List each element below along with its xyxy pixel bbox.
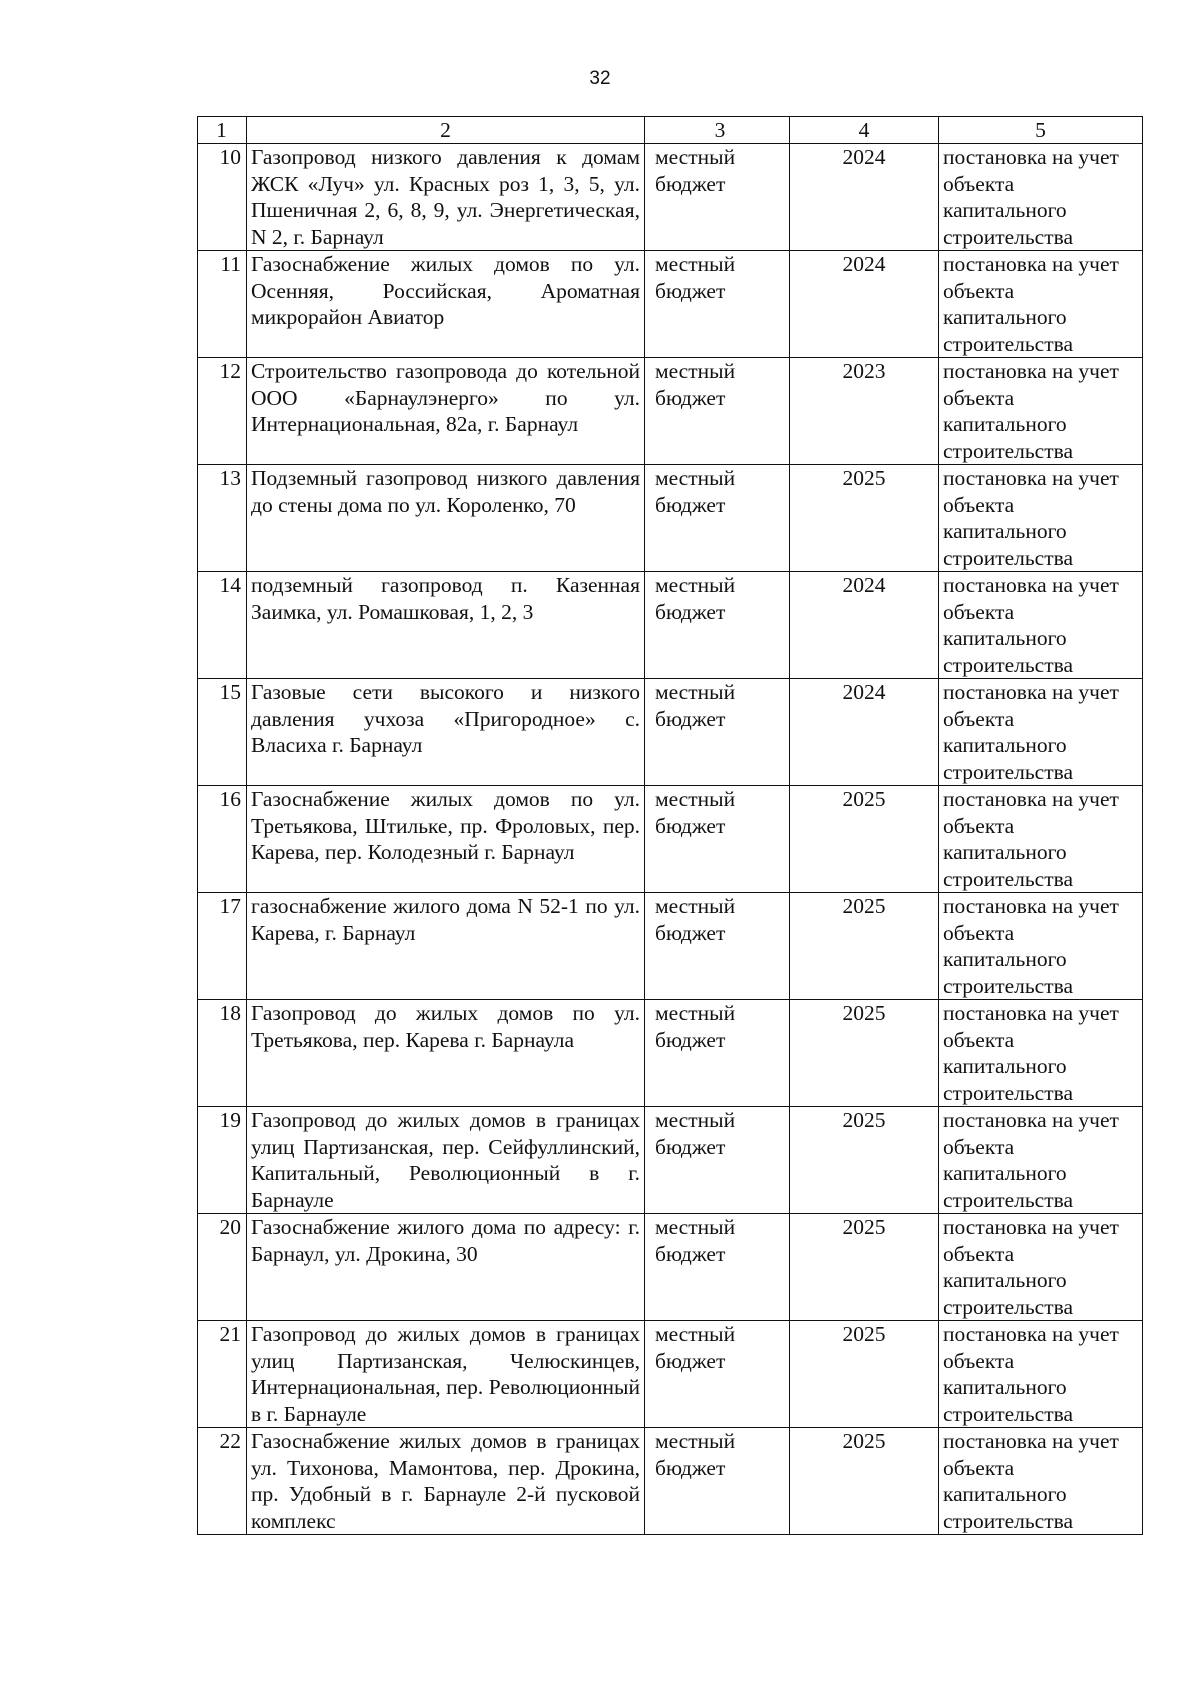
- table-row: [198, 144, 1143, 251]
- note-cell: постановка на учет объекта капитального строительства: [939, 1000, 1143, 1107]
- header-col-4: 4: [790, 117, 939, 144]
- table-row: [198, 1107, 1143, 1214]
- funding-source-cell: местный бюджет: [645, 251, 790, 358]
- funding-source-cell: местный бюджет: [645, 679, 790, 786]
- page-number: 32: [589, 68, 611, 89]
- year-cell: 2024: [790, 572, 939, 679]
- year-cell: 2025: [790, 1000, 939, 1107]
- row-number: 10: [198, 144, 247, 251]
- header-col-5: 5: [939, 117, 1143, 144]
- funding-source-cell: местный бюджет: [645, 1428, 790, 1535]
- note-cell: постановка на учет объекта капитального строительства: [939, 679, 1143, 786]
- note-cell: постановка на учет объекта капитального строительства: [939, 786, 1143, 893]
- note-cell: постановка на учет объекта капитального строительства: [939, 144, 1143, 251]
- funding-source-cell: местный бюджет: [645, 572, 790, 679]
- note-cell: постановка на учет объекта капитального строительства: [939, 893, 1143, 1000]
- object-name-cell: Подземный газопровод низкого давления до стены дома по ул. Короленко, 70: [247, 465, 645, 572]
- note-cell: постановка на учет объекта капитального строительства: [939, 572, 1143, 679]
- table-row: [198, 893, 1143, 1000]
- object-name-cell: Газоснабжение жилых домов в границах ул. Тихонова, Мамонтова, пер. Дрокина, пр. Удобный в г. Барнауле 2-й пусковой комплекс: [247, 1428, 645, 1535]
- table-row: [198, 1321, 1143, 1428]
- note-cell: постановка на учет объекта капитального строительства: [939, 1214, 1143, 1321]
- row-number: 11: [198, 251, 247, 358]
- row-number: 18: [198, 1000, 247, 1107]
- object-name-cell: Строительство газопровода до котельной ООО «Барнаулэнерго» по ул. Интернациональная, 82а, г. Барнаул: [247, 358, 645, 465]
- year-cell: 2025: [790, 465, 939, 572]
- object-name-cell: Газопровод до жилых домов в границах улиц Партизанская, пер. Сейфуллинский, Капитальный, Революционный в г. Барнауле: [247, 1107, 645, 1214]
- funding-source-cell: местный бюджет: [645, 144, 790, 251]
- row-number: 16: [198, 786, 247, 893]
- row-number: 15: [198, 679, 247, 786]
- note-cell: постановка на учет объекта капитального строительства: [939, 1321, 1143, 1428]
- table-row: [198, 679, 1143, 786]
- row-number: 12: [198, 358, 247, 465]
- header-col-2: 2: [247, 117, 645, 144]
- funding-source-cell: местный бюджет: [645, 1321, 790, 1428]
- object-name-cell: Газоснабжение жилого дома по адресу: г. Барнаул, ул. Дрокина, 30: [247, 1214, 645, 1321]
- table-header-row: [198, 117, 1143, 144]
- object-name-cell: подземный газопровод п. Казенная Заимка, ул. Ромашковая, 1, 2, 3: [247, 572, 645, 679]
- year-cell: 2024: [790, 144, 939, 251]
- object-name-cell: Газопровод до жилых домов по ул. Третьякова, пер. Карева г. Барнаула: [247, 1000, 645, 1107]
- funding-source-cell: местный бюджет: [645, 358, 790, 465]
- row-number: 13: [198, 465, 247, 572]
- table-row: [198, 251, 1143, 358]
- row-number: 19: [198, 1107, 247, 1214]
- object-name-cell: Газопровод до жилых домов в границах улиц Партизанская, Челюскинцев, Интернациональная, пер. Революционный в г. Барнауле: [247, 1321, 645, 1428]
- note-cell: постановка на учет объекта капитального строительства: [939, 1107, 1143, 1214]
- year-cell: 2023: [790, 358, 939, 465]
- year-cell: 2024: [790, 251, 939, 358]
- object-name-cell: Газопровод низкого давления к домам ЖСК «Луч» ул. Красных роз 1, 3, 5, ул. Пшеничная 2, 6, 8, 9, ул. Энергетическая, N 2, г. Барнаул: [247, 144, 645, 251]
- year-cell: 2025: [790, 1321, 939, 1428]
- row-number: 21: [198, 1321, 247, 1428]
- funding-source-cell: местный бюджет: [645, 465, 790, 572]
- object-name-cell: Газовые сети высокого и низкого давления учхоза «Пригородное» с. Власиха г. Барнаул: [247, 679, 645, 786]
- objects-table: [197, 116, 1143, 1535]
- note-cell: постановка на учет объекта капитального строительства: [939, 358, 1143, 465]
- table-row: [198, 1214, 1143, 1321]
- funding-source-cell: местный бюджет: [645, 786, 790, 893]
- object-name-cell: Газоснабжение жилых домов по ул. Осенняя, Российская, Ароматная микрорайон Авиатор: [247, 251, 645, 358]
- table-row: [198, 465, 1143, 572]
- funding-source-cell: местный бюджет: [645, 1107, 790, 1214]
- table-row: [198, 572, 1143, 679]
- table-row: [198, 1428, 1143, 1535]
- note-cell: постановка на учет объекта капитального строительства: [939, 465, 1143, 572]
- row-number: 17: [198, 893, 247, 1000]
- header-col-1: 1: [198, 117, 247, 144]
- year-cell: 2025: [790, 786, 939, 893]
- note-cell: постановка на учет объекта капитального строительства: [939, 1428, 1143, 1535]
- row-number: 20: [198, 1214, 247, 1321]
- note-cell: постановка на учет объекта капитального строительства: [939, 251, 1143, 358]
- object-name-cell: Газоснабжение жилых домов по ул. Третьякова, Штильке, пр. Фроловых, пер. Карева, пер. Колодезный г. Барнаул: [247, 786, 645, 893]
- table-row: [198, 358, 1143, 465]
- funding-source-cell: местный бюджет: [645, 1000, 790, 1107]
- table-body: [198, 117, 1143, 1535]
- year-cell: 2025: [790, 1107, 939, 1214]
- row-number: 22: [198, 1428, 247, 1535]
- year-cell: 2025: [790, 893, 939, 1000]
- header-col-3: 3: [645, 117, 790, 144]
- table-row: [198, 1000, 1143, 1107]
- year-cell: 2024: [790, 679, 939, 786]
- object-name-cell: газоснабжение жилого дома N 52-1 по ул. Карева, г. Барнаул: [247, 893, 645, 1000]
- row-number: 14: [198, 572, 247, 679]
- funding-source-cell: местный бюджет: [645, 893, 790, 1000]
- year-cell: 2025: [790, 1214, 939, 1321]
- table-row: [198, 786, 1143, 893]
- year-cell: 2025: [790, 1428, 939, 1535]
- funding-source-cell: местный бюджет: [645, 1214, 790, 1321]
